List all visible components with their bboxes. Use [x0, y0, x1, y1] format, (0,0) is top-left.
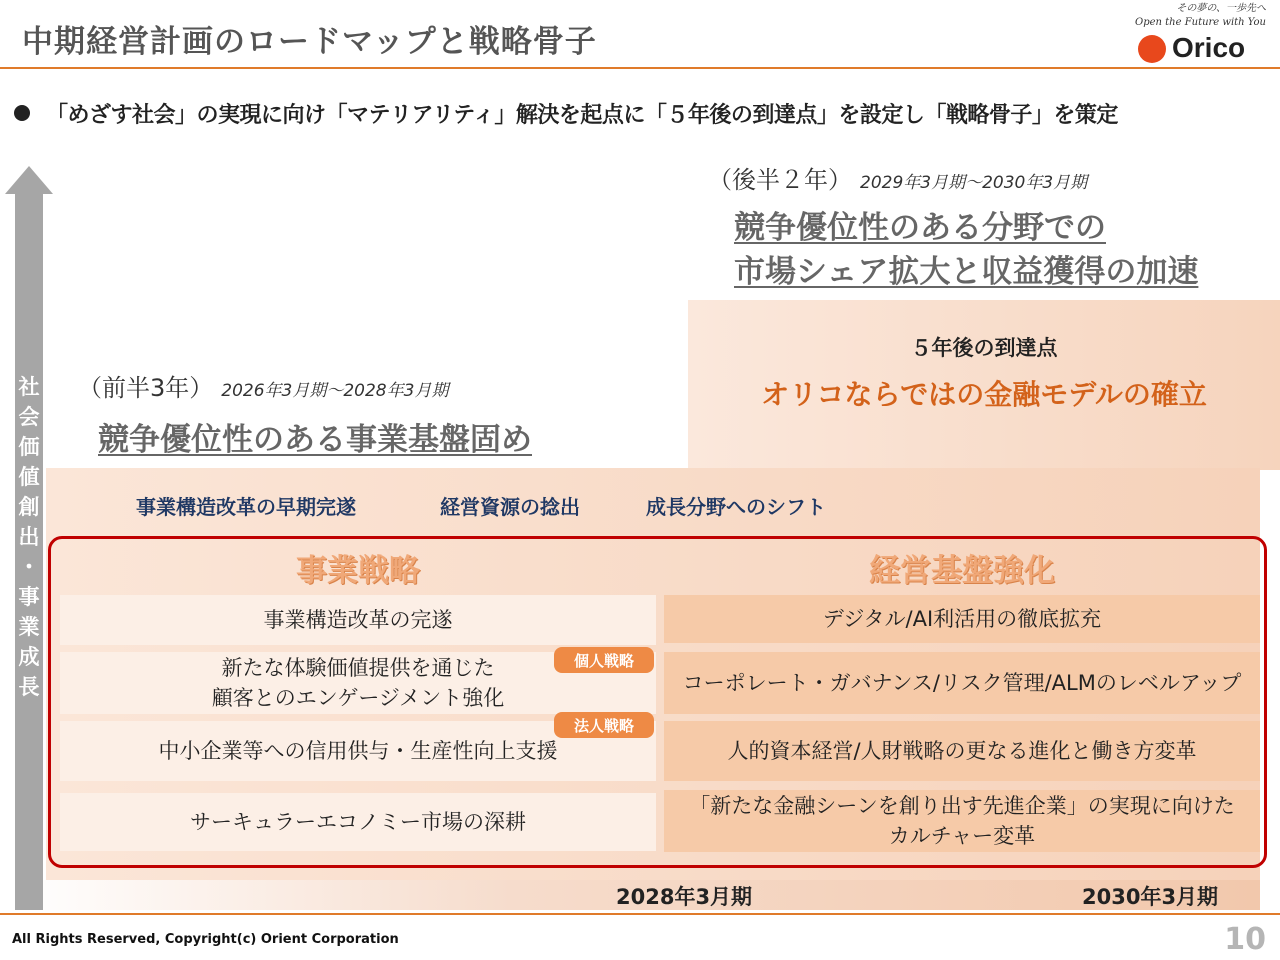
management-foundation-heading: 経営基盤強化 [869, 553, 1055, 589]
goal-text: オリコならではの金融モデルの確立 [761, 378, 1207, 411]
phase1-label: （前半3年） 2026年3月期～2028年3月期 [78, 374, 449, 402]
arrow-up-icon [5, 166, 53, 194]
phase2-period: 2029年3月期～2030年3月期 [860, 173, 1088, 193]
tagline-en: Open the Future with You [1135, 17, 1266, 28]
tag-corporate-strategy: 法人戦略 [554, 712, 654, 738]
page-number: 10 [1224, 922, 1266, 957]
timeline-end-date: 2030年3月期 [1082, 885, 1219, 909]
business-item: 事業構造改革の完遂 [60, 595, 656, 645]
copyright-text: All Rights Reserved, Copyright(c) Orient Corporation [12, 932, 399, 947]
business-item: 新たな体験価値提供を通じた 顧客とのエンゲージメント強化 [60, 652, 656, 714]
foundation-item: コーポレート・ガバナンス/リスク管理/ALMのレベルアップ [664, 652, 1260, 714]
title-divider [0, 67, 1280, 69]
phase2-label: （後半２年） 2029年3月期～2030年3月期 [708, 166, 1088, 194]
phase1-headline: 競争優位性のある事業基盤固め [98, 422, 532, 458]
focus-item-2: 経営資源の捻出 [440, 495, 580, 519]
focus-item-3: 成長分野へのシフト [646, 495, 826, 519]
foundation-item: デジタル/AI利活用の徹底拡充 [664, 595, 1260, 643]
foundation-item: 人的資本経営/人財戦略の更なる進化と働き方変革 [664, 721, 1260, 781]
business-strategy-heading: 事業戦略 [296, 553, 420, 589]
bullet-icon [14, 105, 30, 121]
growth-axis-label: 社 会 価 値 創 出 ・ 事 業 成 長 [18, 375, 40, 699]
business-item: 中小企業等への信用供与・生産性向上支援 [60, 721, 656, 781]
orico-logo [1138, 34, 1266, 64]
logo-circle-icon [1138, 35, 1166, 63]
foundation-item: 「新たな金融シーンを創り出す先進企業」の実現に向けた カルチャー変革 [664, 790, 1260, 852]
logo-text: Orico [1172, 32, 1246, 63]
phase2-headline-2: 市場シェア拡大と収益獲得の加速 [734, 254, 1199, 290]
tag-personal-strategy: 個人戦略 [554, 647, 654, 673]
brand-tagline [1135, 2, 1266, 30]
business-item: サーキュラーエコノミー市場の深耕 [60, 793, 656, 851]
footer-divider [0, 913, 1280, 915]
phase2-headline-1: 競争優位性のある分野での [734, 210, 1106, 246]
timeline-mid-date: 2028年3月期 [616, 885, 753, 909]
page-title: 中期経営計画のロードマップと戦略骨子 [22, 24, 597, 60]
focus-item-1: 事業構造改革の早期完遂 [136, 495, 356, 519]
phase1-period: 2026年3月期～2028年3月期 [221, 381, 449, 401]
tagline-jp: その夢の、一歩先へ [1176, 3, 1266, 14]
goal-label: ５年後の到達点 [910, 336, 1058, 360]
summary-text: 「めざす社会」の実現に向け「マテリアリティ」解決を起点に「５年後の到達点」を設定し「戦略骨子」を策定 [46, 103, 1118, 128]
